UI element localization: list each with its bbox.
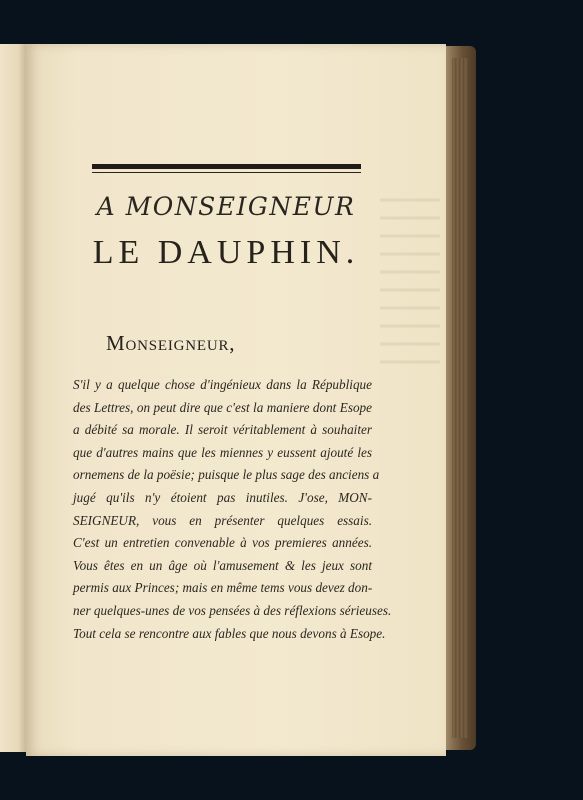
body-line: ner quelques-unes de vos pensées à des réflexions sérieuses. xyxy=(73,602,392,618)
body-line: Vous êtes en un âge où l'amusement & les jeux sont xyxy=(73,557,372,573)
salutation: Monseigneur, xyxy=(106,331,236,355)
body-line: C'est un entretien convenable à vos premieres années. xyxy=(73,535,372,551)
body-line: que d'autres mains que les miennes y eussent ajouté les xyxy=(73,444,372,460)
body-line: permis aux Princes; mais en même tems vous devez don- xyxy=(73,580,373,596)
body-line: Tout cela se rencontre aux fables que nous devons à Esope. xyxy=(73,625,386,641)
facing-page-edge xyxy=(0,44,27,752)
body-line: des Lettres, on peut dire que c'est la maniere dont Esope xyxy=(73,399,372,415)
body-line: SEIGNEUR, vous en présenter quelques essais. xyxy=(73,512,372,528)
page-edges-texture xyxy=(452,58,468,738)
dedication-body xyxy=(73,374,392,645)
dedication-title: A MONSEIGNEUR xyxy=(96,192,356,221)
body-line: S'il y a quelque chose d'ingénieux dans la République xyxy=(73,377,372,392)
dedication-recipient: LE DAUPHIN. xyxy=(92,234,360,271)
header-rule-thin xyxy=(92,172,361,173)
body-line: jugé qu'ils n'y étoient pas inutiles. J'ose, MON- xyxy=(73,489,372,505)
header-rule xyxy=(92,164,361,169)
book-page xyxy=(26,44,446,756)
body-line: a débité sa morale. Il seroit véritablement à souhaiter xyxy=(73,422,372,438)
body-line: ornemens de la poësie; puisque le plus sage des anciens a xyxy=(73,467,380,483)
